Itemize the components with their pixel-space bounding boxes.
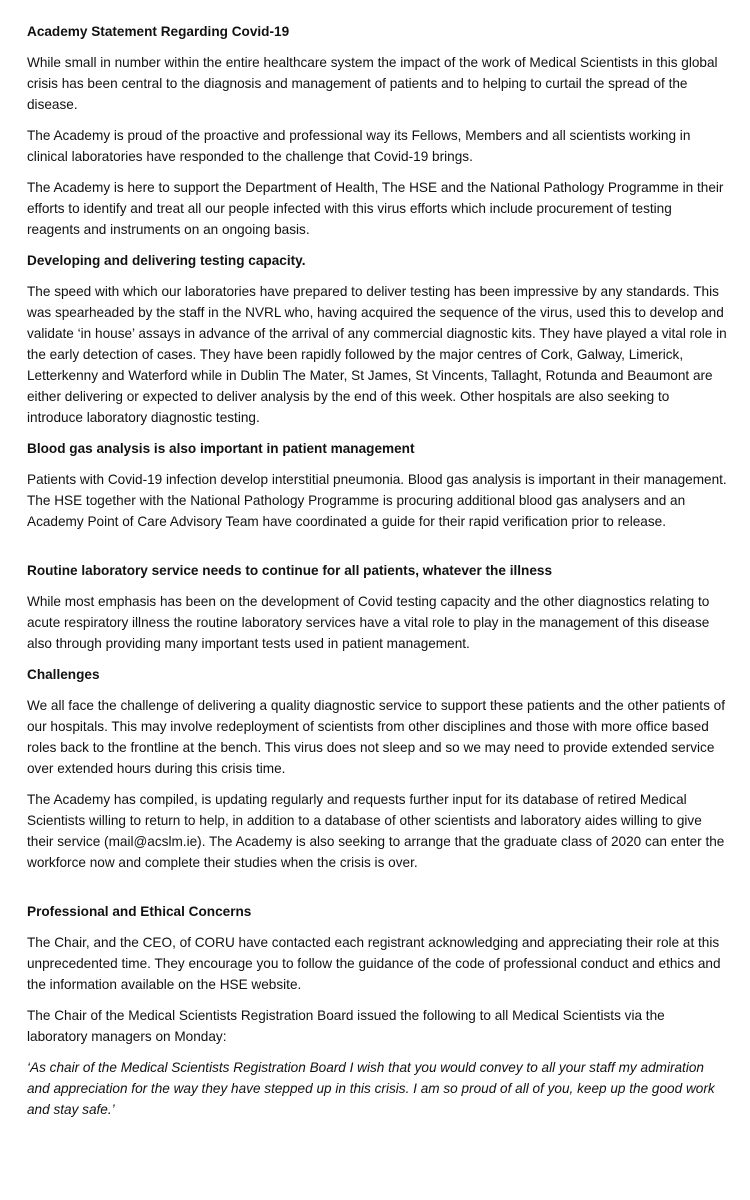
blood-gas-paragraph: Patients with Covid-19 infection develop interstitial pneumonia. Blood gas analysis is important in their management. The HSE together with the National Pathology Programme is procuring additional blood gas analysers and an Academy Point of Care Advisory Team have coordinated a guide for their rapid verification prior to release. — [27, 472, 727, 529]
section-heading-professional-ethical: Professional and Ethical Concerns — [27, 904, 252, 919]
challenges-paragraph-2: The Academy has compiled, is updating regularly and requests further input for its database of retired Medical Scientists willing to return to help, in addition to a database of other scientists and laboratory aides willing to give their service (mail@acslm.ie). The Academy is also seeking to arrange that the graduate class of 2020 can enter the workforce now and complete their studies when the crisis is over. — [27, 792, 725, 870]
section-heading-testing-capacity: Developing and delivering testing capacity. — [27, 253, 306, 268]
intro-paragraph-3: The Academy is here to support the Department of Health, The HSE and the National Pathology Programme in their efforts to identify and treat all our people infected with this virus efforts which include procurement of testing reagents and instruments on an ongoing basis. — [27, 180, 724, 237]
registration-board-quote: ‘As chair of the Medical Scientists Registration Board I wish that you would convey to all your staff my admiration and appreciation for the way they have stepped up in this crisis. I am so proud of all of you, keep up the good work and stay safe.’ — [27, 1060, 715, 1117]
professional-ethical-paragraph-1: The Chair, and the CEO, of CORU have contacted each registrant acknowledging and appreciating their role at this unprecedented time. They encourage you to follow the guidance of the code of professional conduct and ethics and the information available on the HSE website. — [27, 935, 721, 992]
section-heading-challenges: Challenges — [27, 667, 100, 682]
testing-capacity-paragraph: The speed with which our laboratories have prepared to deliver testing has been impressive by any standards. This was spearheaded by the staff in the NVRL who, having acquired the sequence of the virus, used this to develop and validate ‘in house’ assays in advance of the arrival of any commercial diagnostic kits. They have played a vital role in the early detection of cases. They have been rapidly followed by the major centres of Cork, Galway, Limerick, Letterkenny and Waterford while in Dublin The Mater, St James, St Vincents, Tallaght, Rotunda and Beaumont are either delivering or expected to deliver analysis by the end of this week. Other hospitals are also seeking to introduce laboratory diagnostic testing. — [27, 284, 727, 425]
section-heading-blood-gas: Blood gas analysis is also important in patient management — [27, 441, 415, 456]
intro-paragraph-2: The Academy is proud of the proactive and professional way its Fellows, Members and all scientists working in clinical laboratories have responded to the challenge that Covid-19 brings. — [27, 128, 691, 164]
spacer — [27, 883, 727, 901]
intro-paragraph-1: While small in number within the entire healthcare system the impact of the work of Medical Scientists in this global crisis has been central to the diagnosis and management of patients and to helping to curtail the spread of the disease. — [27, 55, 718, 112]
spacer — [27, 542, 727, 560]
professional-ethical-paragraph-2: The Chair of the Medical Scientists Registration Board issued the following to all Medical Scientists via the laboratory managers on Monday: — [27, 1008, 665, 1044]
routine-service-paragraph: While most emphasis has been on the development of Covid testing capacity and the other diagnostics relating to acute respiratory illness the routine laboratory services have a vital role to play in the management of this disease also through providing many important tests used in patient management. — [27, 594, 710, 651]
document-title: Academy Statement Regarding Covid-19 — [27, 24, 290, 39]
document-body — [27, 21, 727, 1130]
section-heading-routine-service: Routine laboratory service needs to continue for all patients, whatever the illness — [27, 563, 553, 578]
challenges-paragraph-1: We all face the challenge of delivering a quality diagnostic service to support these patients and the other patients of our hospitals. This may involve redeployment of scientists from other disciplines and those with more office based roles back to the frontline at the bench. This virus does not sleep and so we may need to provide extended service over extended hours during this crisis time. — [27, 698, 725, 776]
